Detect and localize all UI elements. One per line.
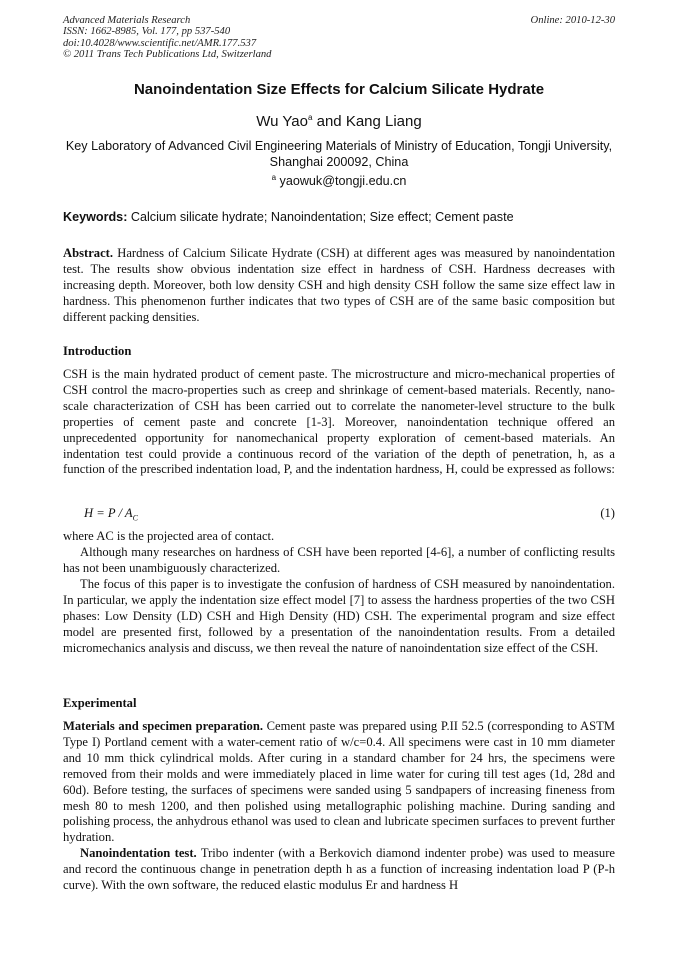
- author-1-affil-mark: a: [307, 113, 313, 122]
- section-heading-introduction: Introduction: [63, 344, 132, 358]
- affiliation: Key Laboratory of Advanced Civil Engineering Materials of Ministry of Education, Tongji University, Shanghai 200092, China: [65, 139, 613, 169]
- journal-header: [63, 15, 615, 61]
- intro-paragraph-1: CSH is the main hydrated product of cement paste. The microstructure and micro-mechanical properties of CSH control the macro-properties such as creep and shrinkage of cement-based materials. Recently, nano-scale characterization of CSH has been carried out to correlate the nanometer-level structure to the bulk properties of cement paste and concrete [1-3]. Moreover, nanoindentation technique offered an unprecedented opportunity for nanomechanical property exploration of cement-based materials. An indentation test could provide a continuous record of the variation of the depth of penetration, h, as a function of the prescribed indentation load, P, and the indentation hardness, H, could be expressed as follows:: [63, 367, 615, 477]
- equation-text: H = P / A: [84, 506, 133, 520]
- equation-subscript: C: [132, 513, 138, 523]
- experimental-paragraph-2: [63, 846, 615, 894]
- equation-number: (1): [600, 506, 615, 520]
- abstract-label: Abstract.: [63, 246, 114, 260]
- email-affil-mark: a: [271, 172, 277, 182]
- authors-line: [0, 113, 678, 130]
- materials-label: Materials and specimen preparation.: [63, 719, 263, 733]
- intro-paragraph-4: The focus of this paper is to investigate the confusion of hardness of CSH measured by nanoindentation. In particular, we apply the indentation size effect model [7] to assess the hardness properties of the two CSH phases: Low Density (LD) CSH and High Density (HD) CSH. The experimental program and size effect model are presented first, followed by a presentation of the nanoindentation results. From a detailed micromechanics analysis and discuss, we then reveal the nature of nanoindentation size effect of the CSH.: [63, 577, 615, 655]
- nanoindentation-text: Tribo indenter (with a Berkovich diamond indenter probe) was used to measure and record the continuous change in penetration depth h as a function of increasing indentation load P (P-h curve). With the own software, the reduced elastic modulus Er and hardness H: [63, 846, 616, 892]
- section-heading-experimental: Experimental: [63, 696, 137, 710]
- keywords-label: Keywords:: [63, 210, 128, 224]
- intro-paragraph-3: Although many researches on hardness of CSH have been reported [4-6], a number of conflicting results has not been unambiguously characterized.: [63, 545, 615, 575]
- experimental-paragraph-1: [63, 719, 615, 846]
- authors-and: and: [312, 113, 346, 130]
- materials-text: Cement paste was prepared using P.II 52.5 (corresponding to ASTM Type I) Portland cement with a water-cement ratio of w/c=0.4. All specimens were cast in 10 mm diameter and 10 mm thick cylindrical molds. After curing in a standard chamber for 24 hrs, the specimens were removed from their molds and were immediately placed in lime water for curing till test ages (1d, 28d and 60d). Before testing, the surfaces of specimens were sanded using 5 sandpapers of increasing fineness from mesh 80 to mesh 1200, and then polished using metallographic polishing machine. During sanding and polishing process, the anhydrous ethanol was used to clean and lubricate specimen surfaces to prevent further hydration.: [63, 719, 615, 845]
- nanoindentation-label: Nanoindentation test.: [80, 846, 197, 860]
- paper-title: Nanoindentation Size Effects for Calcium Silicate Hydrate: [133, 81, 545, 98]
- keywords-line: [63, 210, 514, 224]
- email-address[interactable]: yaowuk@tongji.edu.cn: [279, 174, 407, 188]
- issn-line: ISSN: 1662-8985, Vol. 177, pp 537-540: [63, 26, 231, 38]
- doi-line: doi:10.4028/www.scientific.net/AMR.177.537: [63, 37, 257, 49]
- keywords-text: Calcium silicate hydrate; Nanoindentation; Size effect; Cement paste: [130, 210, 514, 224]
- abstract: [63, 246, 615, 326]
- email-line: [0, 174, 678, 188]
- author-1-name: Wu Yao: [256, 113, 308, 130]
- journal-name: Advanced Materials Research: [63, 15, 191, 26]
- author-2-name: Kang Liang: [345, 113, 422, 130]
- equation-1: [84, 506, 138, 523]
- copyright-line: © 2011 Trans Tech Publications Ltd, Switzerland: [63, 49, 272, 61]
- intro-paragraph-2: where AC is the projected area of contact.: [63, 529, 275, 543]
- abstract-text: Hardness of Calcium Silicate Hydrate (CSH) at different ages was measured by nanoindentation test. The results show obvious indentation size effect in hardness of CSH. Hardness decreases with increasing depth. Moreover, both low density CSH and high density CSH follow the same size effect law in hardness. This phenomenon further indicates that two types of CSH are of the same basic composition but different packing densities.: [63, 246, 615, 324]
- online-date: Online: 2010-12-30: [530, 15, 615, 26]
